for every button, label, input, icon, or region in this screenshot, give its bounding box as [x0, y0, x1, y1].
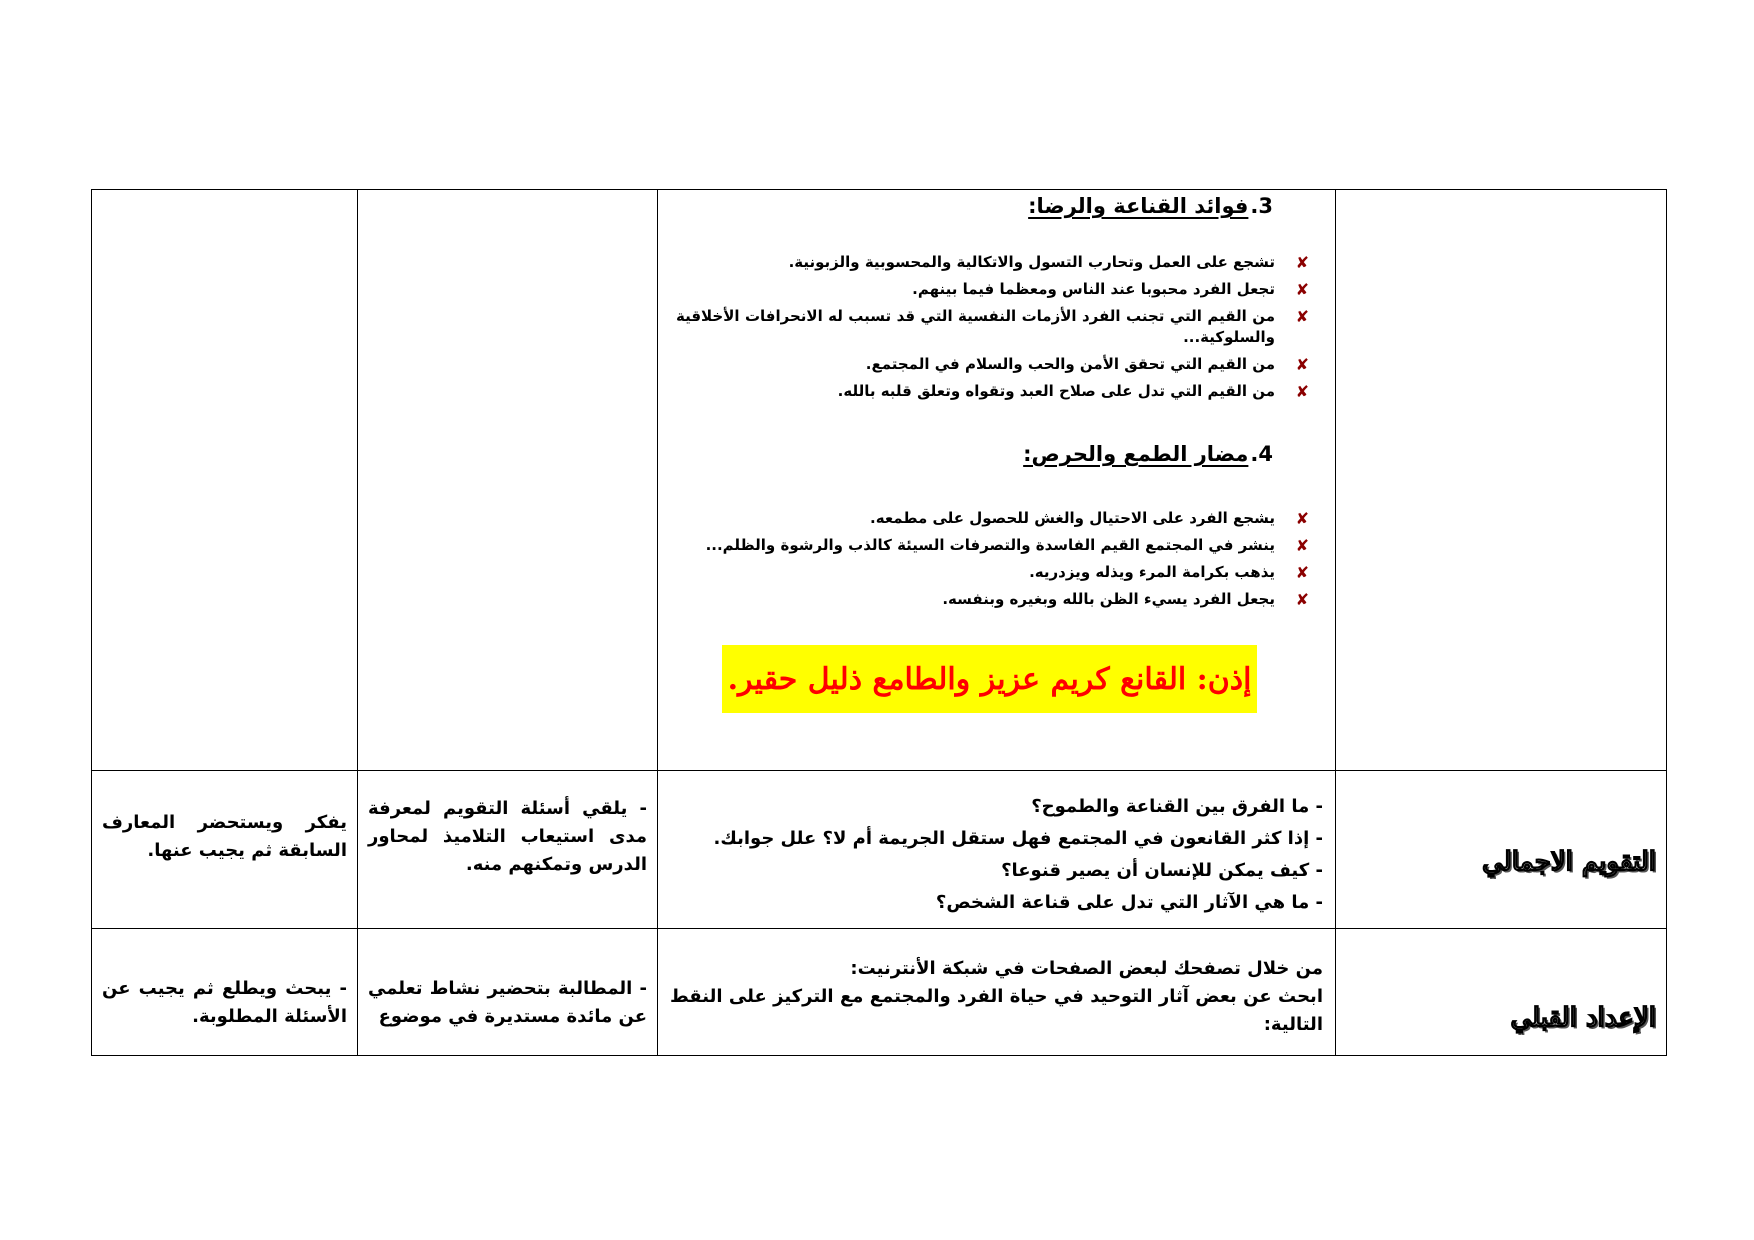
lesson-table: [91, 189, 1667, 1056]
section4-title: مضار الطمع والحرص:: [1023, 442, 1249, 466]
question-line: - كيف يمكن للإنسان أن يصير قنوعا؟: [1001, 860, 1323, 881]
section4-number: 4.: [1250, 442, 1273, 466]
list-item: ✘ ينشر في المجتمع القيم الفاسدة والتصرفات السيئة كالذب والرشوة والظلم...: [705, 536, 1309, 555]
preparation-line: من خلال تصفحك لبعض الصفحات في شبكة الأنترنيت:: [850, 958, 1323, 979]
section3-title: فوائد القناعة والرضا:: [1028, 194, 1249, 218]
evaluation-teacher-cell: [358, 771, 658, 929]
preparation-student-text: - يبحث ويطلع ثم يجيب عن الأسئلة المطلوبة.: [102, 978, 347, 1027]
cross-bullet-icon: ✘: [1295, 536, 1309, 555]
preparation-text: [670, 955, 1323, 1039]
preparation-stage-cell: [1336, 929, 1667, 1056]
evaluation-student-cell: [92, 771, 358, 929]
question-line: - إذا كثر القانعون في المجتمع فهل ستقل الجريمة أم لا؟ علل جوابك.: [713, 828, 1323, 849]
conclusion-highlight: إذن: القانع كريم عزيز والطامع ذليل حقير.: [722, 645, 1257, 713]
cross-bullet-icon: ✘: [1295, 280, 1309, 299]
section4-list: [676, 508, 1317, 616]
evaluation-stage-cell: [1336, 771, 1667, 929]
cross-bullet-icon: ✘: [1295, 253, 1309, 272]
evaluation-content-cell: [658, 771, 1336, 929]
preparation-student-cell: [92, 929, 358, 1056]
section3-number: 3.: [1250, 194, 1273, 218]
list-item: ✘ من القيم التي تحقق الأمن والحب والسلام في المجتمع.: [865, 355, 1309, 374]
evaluation-student-text: يفكر ويستحضر المعارف السابقة ثم يجيب عنها.: [102, 812, 347, 861]
row1-student-cell: [92, 190, 358, 771]
evaluation-label: التقويم الاجمالي: [1482, 847, 1656, 877]
list-item: ✘ تشجع على العمل وتحارب التسول والاتكالية والمحسوبية والزبونية.: [788, 253, 1309, 272]
cross-bullet-icon: ✘: [1295, 590, 1309, 609]
row1-stage-cell: [1336, 190, 1667, 771]
evaluation-questions: [670, 791, 1323, 919]
preparation-label: الإعداد القبلي: [1510, 1003, 1656, 1033]
row1-teacher-cell: [358, 190, 658, 771]
cross-bullet-icon: ✘: [1295, 307, 1309, 326]
preparation-teacher-cell: [358, 929, 658, 1056]
cross-bullet-icon: ✘: [1295, 382, 1309, 401]
list-item: ✘ يذهب بكرامة المرء ويذله ويزدريه.: [1029, 563, 1309, 582]
preparation-teacher-text: - المطالبة بتحضير نشاط تعلمي عن مائدة مستديرة في موضوع: [368, 978, 647, 1027]
list-item: ✘ تجعل الفرد محبوبا عند الناس ومعظما فيما بينهم.: [912, 280, 1309, 299]
list-item: ✘ من القيم التي تجنب الفرد الأزمات النفسية التي قد تسبب له الانحرافات الأخلاقية والسلوكية...: [676, 307, 1309, 346]
section3-heading: [1028, 194, 1273, 218]
question-line: - ما الفرق بين القناعة والطموح؟: [1031, 796, 1323, 817]
preparation-line: ابحث عن بعض آثار التوحيد في حياة الفرد والمجتمع مع التركيز على النقط التالية:: [670, 986, 1323, 1035]
question-line: - ما هي الآثار التي تدل على قناعة الشخص؟: [935, 892, 1323, 913]
list-item: ✘ يجعل الفرد يسيء الظن بالله وبغيره وبنفسه.: [942, 590, 1309, 609]
list-item: ✘ يشجع الفرد على الاحتيال والغش للحصول على مطمعه.: [870, 509, 1309, 528]
section4-heading: [1023, 442, 1273, 466]
list-item: ✘ من القيم التي تدل على صلاح العبد وتقواه وتعلق قلبه بالله.: [837, 382, 1309, 401]
cross-bullet-icon: ✘: [1295, 563, 1309, 582]
row1-content-cell: [658, 190, 1336, 771]
cross-bullet-icon: ✘: [1295, 509, 1309, 528]
evaluation-teacher-text: - يلقي أسئلة التقويم لمعرفة مدى استيعاب التلاميذ لمحاور الدرس وتمكنهم منه.: [368, 798, 647, 875]
cross-bullet-icon: ✘: [1295, 355, 1309, 374]
section3-list: [676, 252, 1317, 408]
preparation-content-cell: [658, 929, 1336, 1056]
